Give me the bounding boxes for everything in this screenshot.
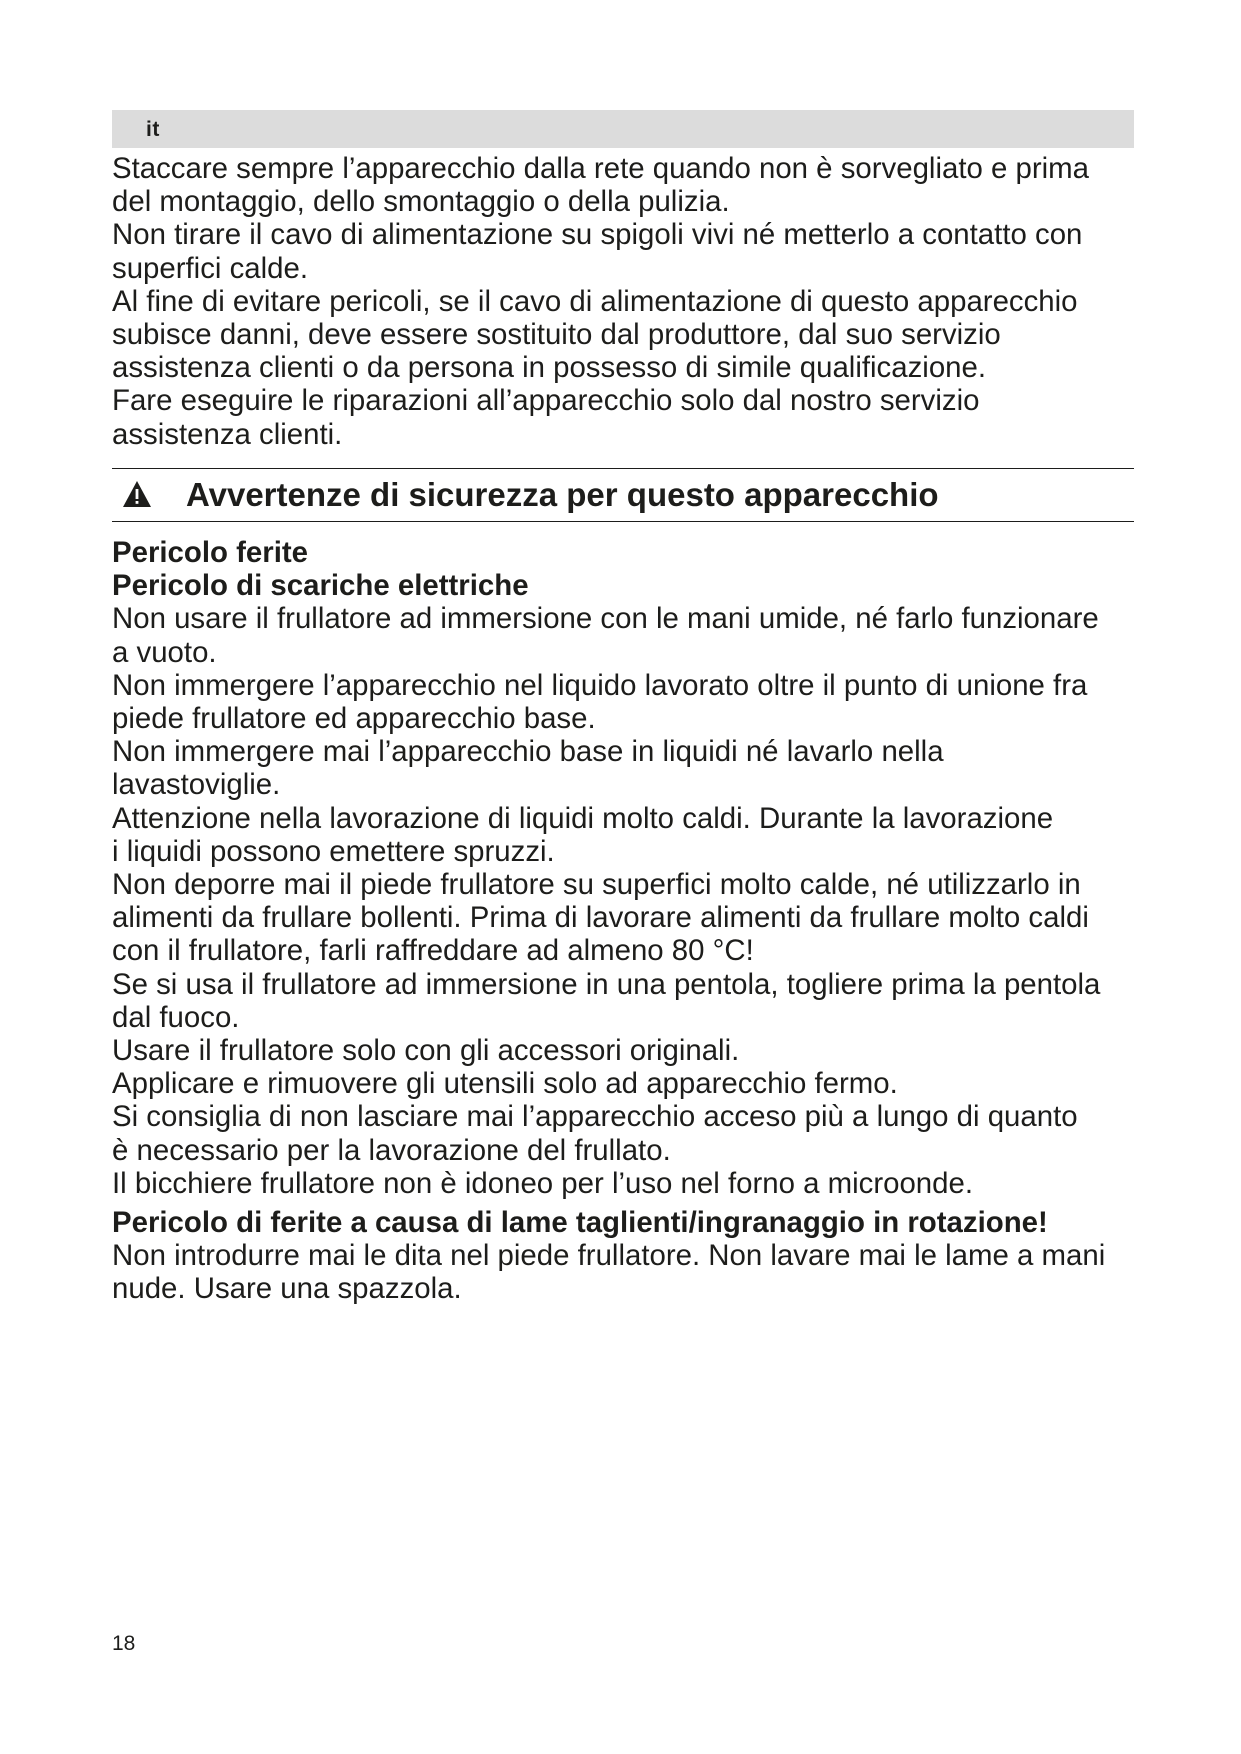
- hazard-line: Usare il frullatore solo con gli accessori originali.: [112, 1034, 740, 1068]
- language-code: it: [146, 118, 160, 141]
- page-number: 18: [112, 1632, 136, 1655]
- hazard-line: Attenzione nella lavorazione di liquidi molto caldi. Durante la lavorazione: [112, 801, 1054, 835]
- intro-line: assistenza clienti.: [112, 417, 343, 451]
- intro-line: del montaggio, dello smontaggio o della pulizia.: [112, 185, 730, 219]
- warning-triangle-icon: [122, 480, 152, 508]
- subheading-blades: Pericolo di ferite a causa di lame taglienti/ingranaggio in rotazione!: [112, 1206, 1048, 1240]
- blade-line: nude. Usare una spazzola.: [112, 1272, 462, 1306]
- hazard-line: Non usare il frullatore ad immersione con le mani umide, né farlo funzionare: [112, 602, 1099, 636]
- hazard-text: [112, 536, 1172, 1306]
- section-header: [112, 468, 1134, 522]
- hazard-line: Applicare e rimuovere gli utensili solo ad apparecchio fermo.: [112, 1067, 898, 1101]
- intro-line: subisce danni, deve essere sostituito dal produttore, dal suo servizio: [112, 318, 1001, 352]
- hazard-line: piede frullatore ed apparecchio base.: [112, 702, 596, 736]
- intro-line: assistenza clienti o da persona in possesso di simile qualificazione.: [112, 351, 987, 385]
- hazard-line: Se si usa il frullatore ad immersione in una pentola, togliere prima la pentola: [112, 967, 1101, 1001]
- hazard-line: con il frullatore, farli raffreddare ad almeno 80 °C!: [112, 934, 754, 968]
- hazard-line: lavastoviglie.: [112, 768, 281, 802]
- hazard-line: a vuoto.: [112, 635, 217, 669]
- hazard-line: i liquidi possono emettere spruzzi.: [112, 834, 555, 868]
- blade-line: Non introdurre mai le dita nel piede frullatore. Non lavare mai le lame a mani: [112, 1239, 1106, 1273]
- hazard-line: Il bicchiere frullatore non è idoneo per l’uso nel forno a microonde.: [112, 1166, 973, 1200]
- section-title: Avvertenze di sicurezza per questo apparecchio: [186, 476, 939, 513]
- intro-line: superfici calde.: [112, 251, 309, 285]
- hazard-line: Non immergere mai l’apparecchio base in liquidi né lavarlo nella: [112, 735, 944, 769]
- hazard-line: Si consiglia di non lasciare mai l’apparecchio acceso più a lungo di quanto: [112, 1100, 1078, 1134]
- hazard-line: alimenti da frullare bollenti. Prima di lavorare alimenti da frullare molto caldi: [112, 901, 1089, 935]
- intro-line: Non tirare il cavo di alimentazione su spigoli vivi né metterlo a contatto con: [112, 218, 1083, 252]
- hazard-line: è necessario per la lavorazione del frullato.: [112, 1133, 671, 1167]
- subheading-injury: Pericolo ferite: [112, 536, 309, 569]
- language-bar: [112, 110, 1134, 148]
- subheading-electric: Pericolo di scariche elettriche: [112, 569, 529, 603]
- hazard-line: dal fuoco.: [112, 1000, 240, 1034]
- intro-text: [112, 152, 1172, 451]
- intro-line: Staccare sempre l’apparecchio dalla rete quando non è sorvegliato e prima: [112, 152, 1089, 185]
- hazard-line: Non immergere l’apparecchio nel liquido lavorato oltre il punto di unione fra: [112, 668, 1088, 702]
- intro-line: Fare eseguire le riparazioni all’apparecchio solo dal nostro servizio: [112, 384, 980, 418]
- hazard-line: Non deporre mai il piede frullatore su superfici molto calde, né utilizzarlo in: [112, 868, 1081, 902]
- intro-line: Al fine di evitare pericoli, se il cavo di alimentazione di questo apparecchio: [112, 284, 1078, 318]
